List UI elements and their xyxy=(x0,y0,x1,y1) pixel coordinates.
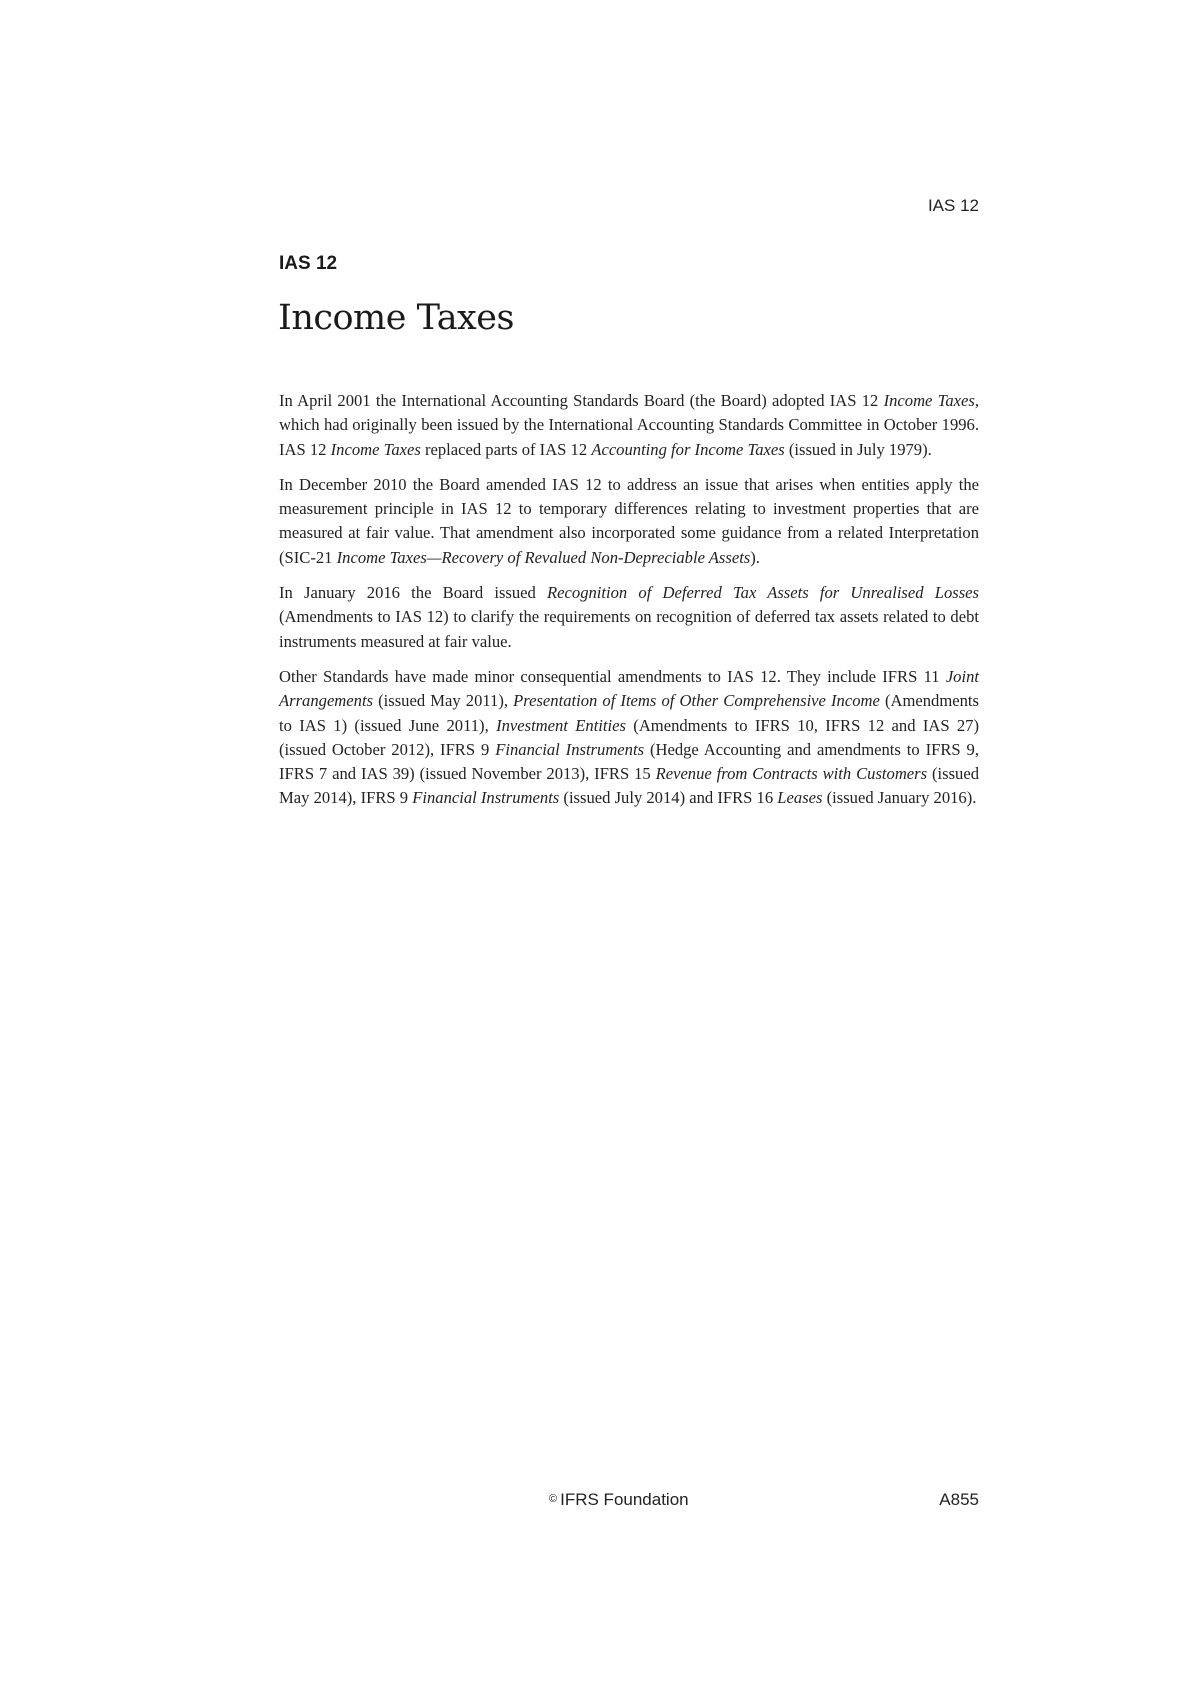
introduction-text xyxy=(279,389,979,822)
footer-copyright xyxy=(549,1490,689,1510)
standard-title: Revenue from Contracts with Customers xyxy=(655,764,928,784)
standard-title: Joint Arrangements xyxy=(279,666,979,711)
copyright-icon: © xyxy=(549,1493,558,1505)
standard-code: IAS 12 xyxy=(279,253,338,274)
paragraph-2: In December 2010 the Board amended IAS 12 to address an issue that arises when entities apply the measurement principle in IAS 12 to temporary differences relating to investment properties that are measured at fair value. That amendment also incorporated some guidance from a related Interpretation (SIC-21 Income Taxes—Recovery of Revalued Non-Depreciable Assets). xyxy=(279,474,979,567)
paragraph-4: Other Standards have made minor consequential amendments to IAS 12. They include IFRS 11 Joint Arrangements (issued May 2011), Presentation of Items of Other Comprehensive Income (Amendments to IAS 1) (issued June 2011), Investment Entities (Amendments to IFRS 10, IFRS 12 and IAS 27) (issued October 2012), IFRS 9 Financial Instruments (Hedge Accounting and amendments to IFRS 9, IFRS 7 and IAS 39) (issued November 2013), IFRS 15 Revenue from Contracts with Customers (issued May 2014), IFRS 9 Financial Instruments (issued July 2014) and IFRS 16 Leases (issued January 2016). xyxy=(279,666,980,808)
copyright-holder: IFRS Foundation xyxy=(560,1490,689,1509)
standard-title: Income Taxes xyxy=(330,439,421,459)
paragraph-1: In April 2001 the International Accounting Standards Board (the Board) adopted IAS 12 Income Taxes, which had originally been issued by the International Accounting Standards Committee in October 1996. IAS 12 Income Taxes replaced parts of IAS 12 Accounting for Income Taxes (issued in July 1979). xyxy=(279,391,980,459)
standard-title: Financial Instruments xyxy=(412,788,560,808)
interpretation-title: Income Taxes—Recovery of Revalued Non-Depreciable Assets xyxy=(336,547,751,567)
amendment-title: Investment Entities xyxy=(496,715,626,735)
amendment-title: Recognition of Deferred Tax Assets for Unrealised Losses xyxy=(547,583,979,603)
paragraph-3: In January 2016 the Board issued Recognition of Deferred Tax Assets for Unrealised Losses (Amendments to IAS 12) to clarify the requirements on recognition of deferred tax assets related to debt instruments measured at fair value. xyxy=(279,583,979,651)
running-head: IAS 12 xyxy=(927,196,979,215)
page-title: Income Taxes xyxy=(278,298,514,338)
standard-title: Leases xyxy=(777,788,823,808)
standard-title: Accounting for Income Taxes xyxy=(591,439,785,459)
amendment-title: Presentation of Items of Other Comprehensive Income xyxy=(513,691,880,711)
page-number: A855 xyxy=(939,1490,979,1509)
standard-title: Income Taxes xyxy=(883,391,975,410)
standard-title: Financial Instruments xyxy=(495,739,645,759)
